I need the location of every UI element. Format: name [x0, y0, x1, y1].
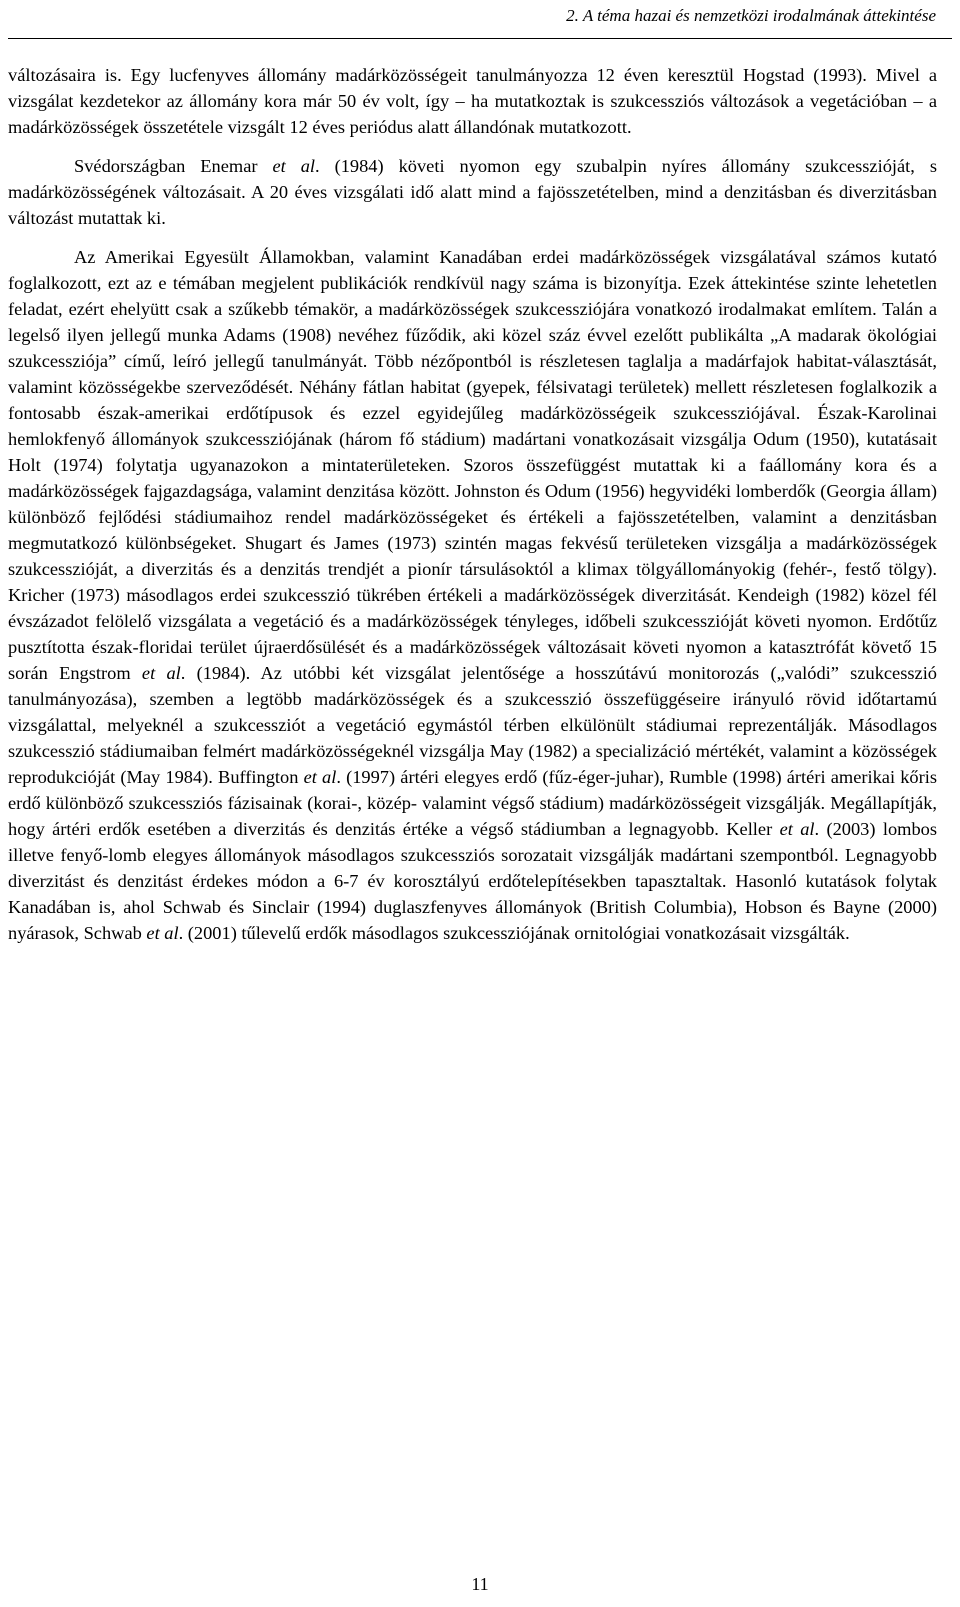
text-segment: változásaira is. Egy lucfenyves állomány madárközösségeit tanulmányozza 12 éven keresztül Hogstad (1993). Mivel a vizsgálat kezdetekor az állomány kora már 50 év volt, így – ha mutatkoztak is szukcessziós változások a vegetációban – a madárközösségek összetétele vizsgált 12 éves periódus alatt állandónak mutatkozott.: [8, 65, 937, 137]
body-text: [8, 62, 937, 959]
text-segment: . (1984). Az utóbbi két vizsgálat jelentősége a hosszútávú monitorozás („valódi” szukcesszió tanulmányozása), szemben a legtöbb madárközösségek és a szukcesszió összefüggéseire irányuló rövid időtartamú vizsgálattal, melyeknél a szukcessziót a vegetáció egymástól térben elkülönült stádiumai reprezentálják. Másodlagos szukcesszió stádiumaiban felmért madárközösségeknél vizsgálja May (1982) a specializáció mértékét, valamint a közösségek reprodukcióját (May 1984). Buffington: [8, 663, 937, 787]
text-segment: . (2003) lombos illetve fenyő-lomb elegyes állományok másodlagos szukcessziós sorozatait vizsgálják madártani szempontból. Legnagyobb diverzitást és denzitást érdekes módon a 6-7 év korosztályú erdőtelepítésekben tapasztaltak. Hasonló kutatások folytak Kanadában is, ahol Schwab és Sinclair (1994) duglaszfenyves állományok (British Columbia), Hobson és Bayne (2000) nyárasok, Schwab: [8, 819, 937, 943]
text-segment: . (1997) ártéri elegyes erdő (fűz-éger-juhar), Rumble (1998) ártéri amerikai kőris erdő különböző szukcessziós fázisainak (korai-, közép- valamint végső stádium) madárközösségeit vizsgálják. Megállapítják, hogy ártéri erdők esetében a diverzitás és denzitás értéke a végső stádiumban a legnagyobb. Keller: [8, 767, 937, 839]
italic-segment: et al: [779, 819, 815, 839]
text-segment: . (1984) követi nyomon egy szubalpin nyíres állomány szukcesszióját, s madárközösségének változásait. A 20 éves vizsgálati idő alatt mind a fajösszetételben, mind a denzitásban és diverzitásban változást mutattak ki.: [8, 156, 938, 228]
paragraph: [8, 244, 937, 946]
text-segment: . (2001) tűlevelű erdők másodlagos szukcessziójának ornitológiai vonatkozásait vizsgálták.: [178, 923, 850, 943]
paragraph: [8, 153, 937, 231]
italic-segment: et al: [146, 923, 179, 943]
page-number: 11: [471, 1574, 489, 1594]
italic-segment: et al: [272, 156, 316, 176]
running-header: 2. A téma hazai és nemzetközi irodalmának áttekintése: [566, 6, 936, 25]
header-divider: [8, 38, 952, 39]
text-segment: Svédországban Enemar: [74, 156, 273, 176]
text-segment: Az Amerikai Egyesült Államokban, valamint Kanadában erdei madárközösségek vizsgálatával számos kutató foglalkozott, ezt az e témában megjelent publikációk rendkívül nagy száma is bizonyítja. Ezek áttekintése szinte lehetetlen feladat, ezért ehelyütt csak a szűkebb témakör, a madárközösségek szukcessziójára vonatkozó irodalmakat említem. Talán a legelső ilyen jellegű munka Adams (1908) nevéhez fűződik, aki közel száz évvel ezelőtt publikálta „A madarak ökológiai szukcessziója” című, leíró jellegű tanulmányát. Több nézőpontból is részletesen taglalja a madárfajok habitat-választását, valamint közösségekbe szerveződését. Néhány fátlan habitat (gyepek, félsivatagi területek) mellett részletesen foglalkozik a fontosabb észak-amerikai erdőtípusok és ezzel egyidejűleg madárközösségeik szukcessziójával. Észak-Karolinai hemlokfenyő állományok szukcessziójának (három fő stádium) madártani vonatkozásait vizsgálja Odum (1950), kutatásait Holt (1974) folytatja ugyanazokon a mintaterületeken. Szoros összefüggést mutattak ki a faállomány kora és a madárközösségek fajgazdagsága, valamint denzitása között. Johnston és Odum (1956) hegyvidéki lomberdők (Georgia állam) különböző fejlődési stádiumaihoz rendel madárközösségeket és értékeli a fajösszetételben, valamint a denzitásban megmutatkozó különbségeket. Shugart és James (1973) szintén magas fekvésű területeken vizsgálja a madárközösségek szukcesszióját, a diverzitás és a denzitás trendjét a pionír társulásoktól a klimax tölgyállományokig (fehér-, festő tölgy). Kricher (1973) másodlagos erdei szukcesszió tükrében értékeli a madárközösségek diverzitását. Kendeigh (1982) közel fél évszázadot felölelő vizsgálata a vegetáció és a madárközösségek tényleges, időbeli szukcesszióját követi nyomon. Erdőtűz pusztította észak-floridai terület újraerdősülését és a madárközösségek változásait követi nyomon a katasztrófát követő 15 során Engstrom: [8, 247, 937, 683]
italic-segment: et al: [141, 663, 181, 683]
paragraph: [8, 62, 937, 140]
italic-segment: et al: [303, 767, 337, 787]
